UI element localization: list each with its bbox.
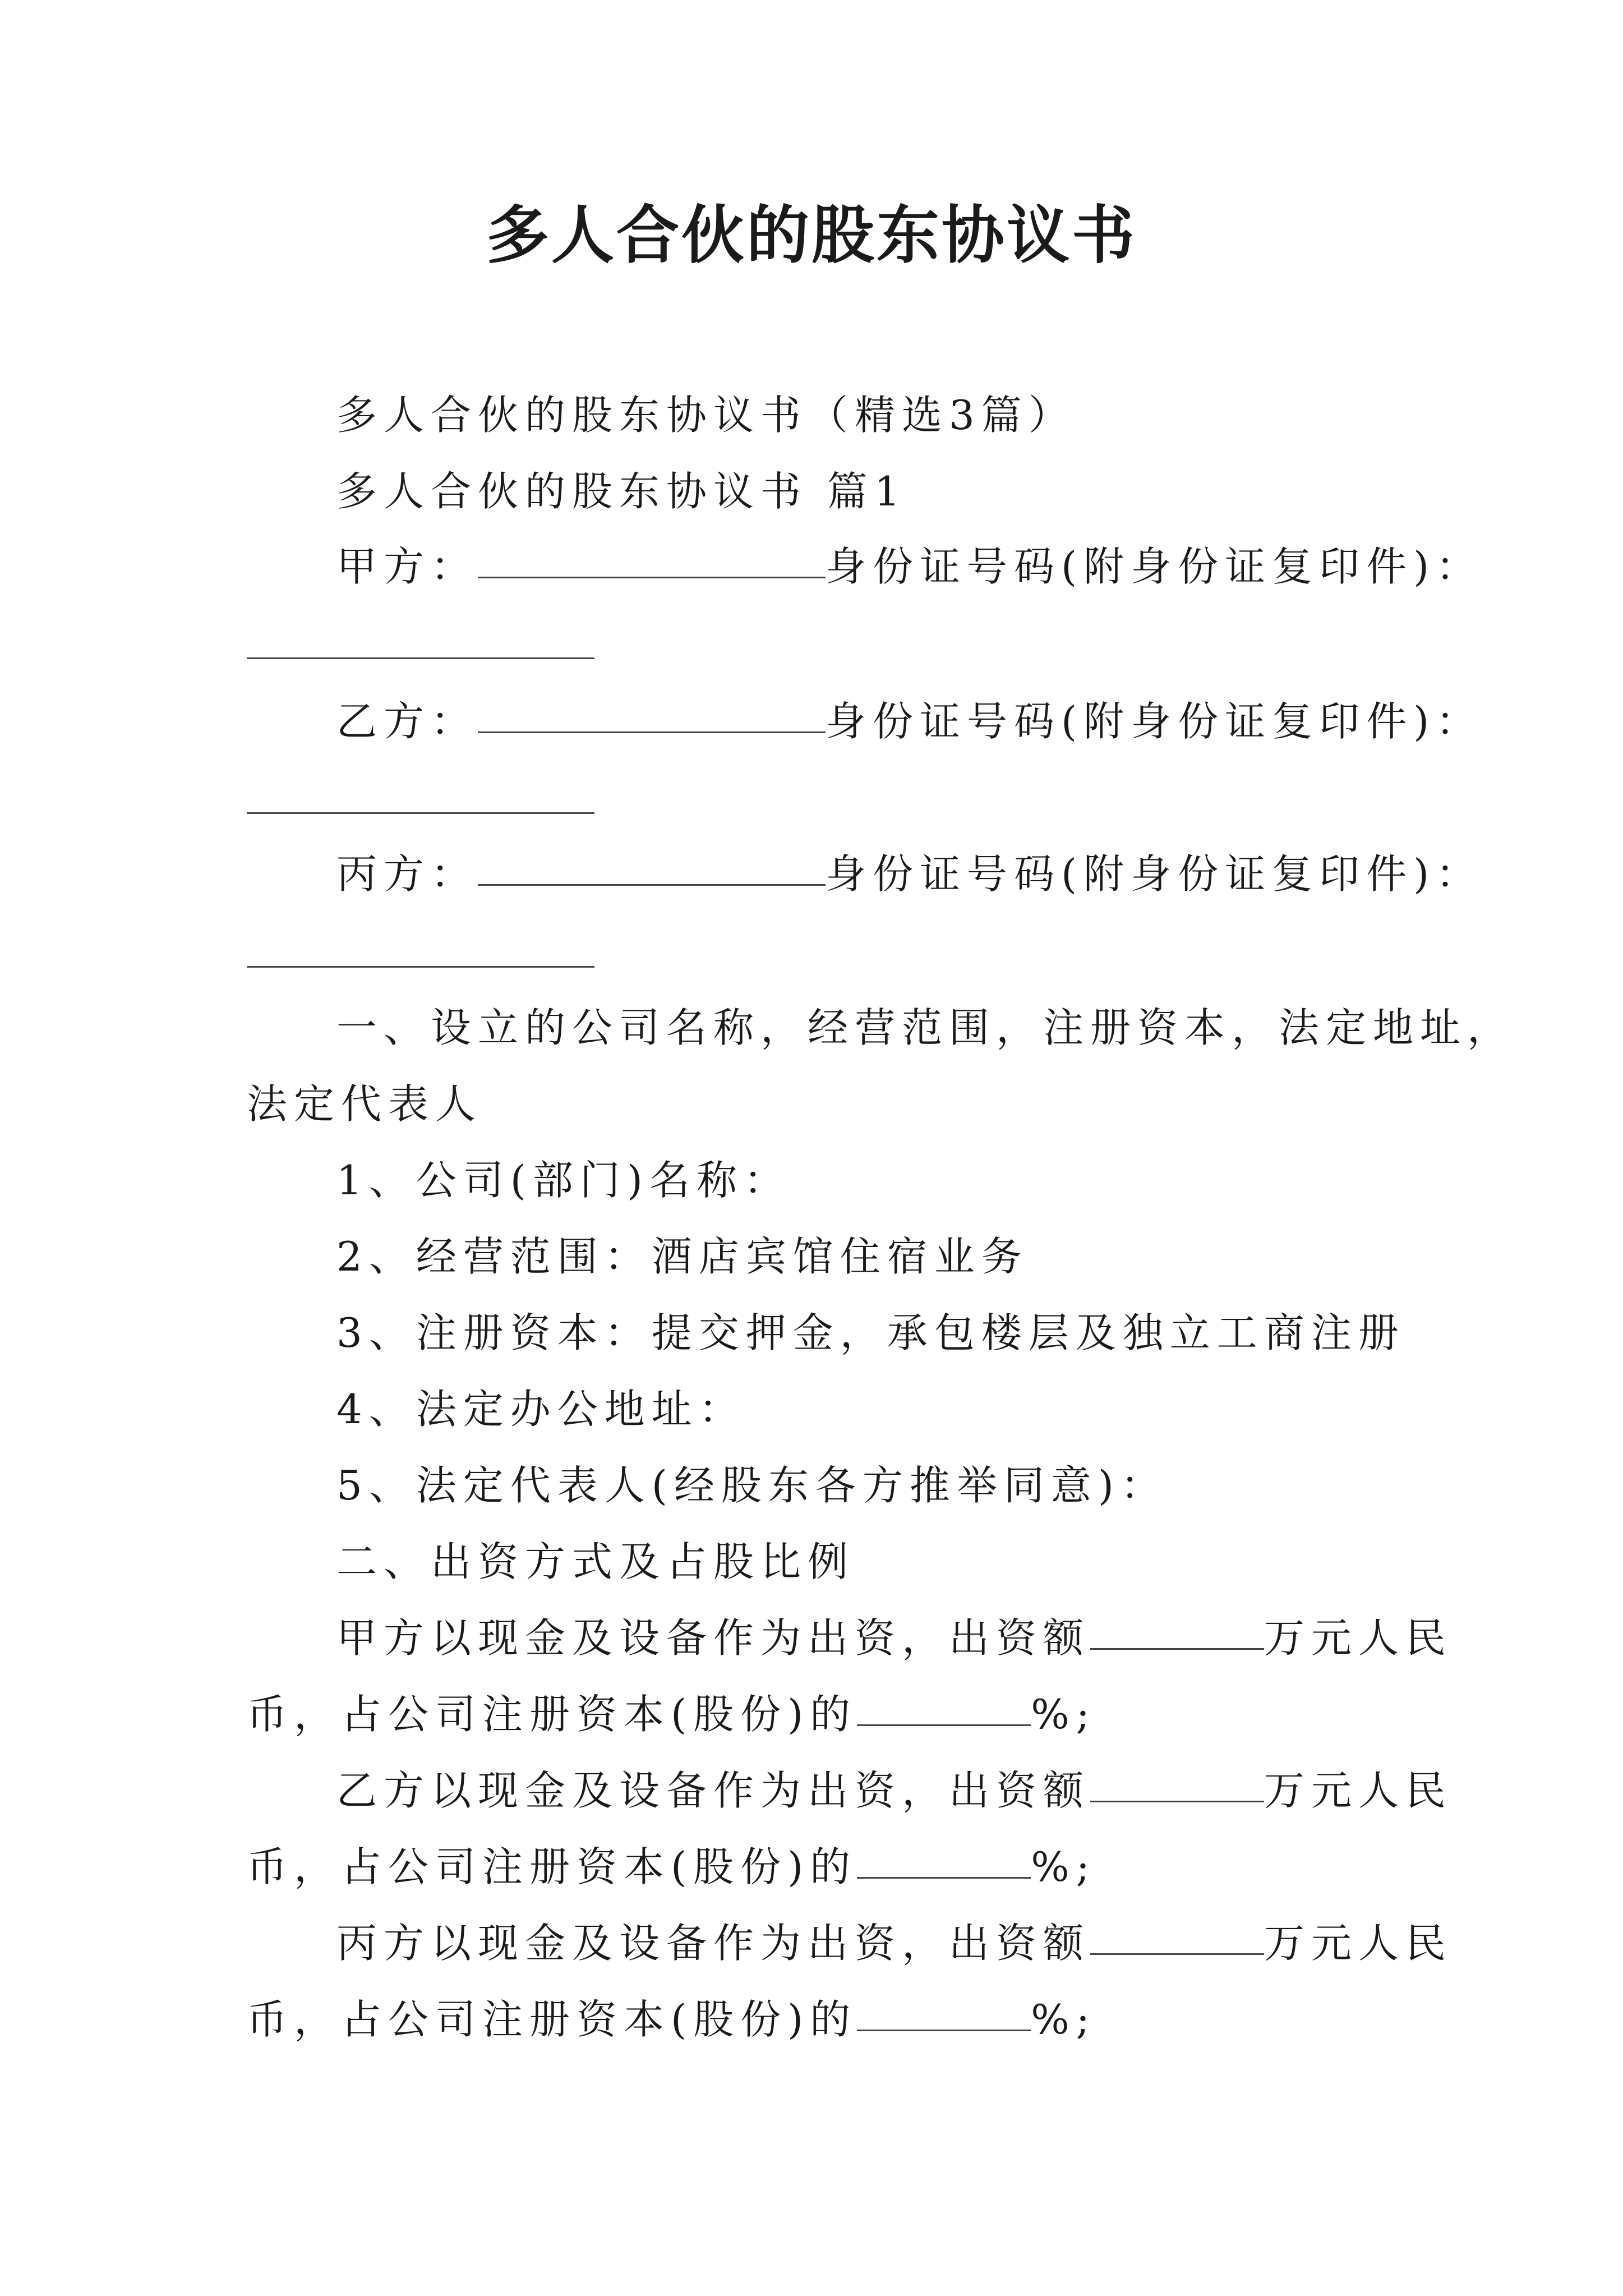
party-c-id-label: 身份证号码(附身份证复印件)： — [826, 850, 1483, 898]
party-a-id-label: 身份证号码(附身份证复印件)： — [826, 543, 1483, 590]
contribution-c-cont: 币，占公司注册资本(股份)的 — [247, 1996, 857, 2043]
contribution-b-line1 — [336, 1763, 1453, 1819]
contribution-c-line1 — [336, 1915, 1453, 1971]
contribution-b-percent-blank — [857, 1841, 1031, 1879]
party-a-name-blank — [478, 541, 826, 578]
contribution-a-pct: %; — [1031, 1691, 1096, 1738]
party-b-name-blank — [478, 696, 826, 733]
contribution-b-lead: 乙方以现金及设备作为出资，出资额 — [336, 1767, 1091, 1814]
contribution-a-unit: 万元人民 — [1264, 1614, 1453, 1662]
clause1-item-5: 5、法定代表人(经股东各方推举同意)： — [336, 1462, 1168, 1509]
clause1-item-1: 1、公司(部门)名称： — [336, 1157, 791, 1204]
contribution-c-pct: %; — [1031, 1996, 1096, 2043]
clause2-heading: 二、出资方式及占股比例 — [336, 1538, 855, 1585]
contribution-b-pct: %; — [1031, 1843, 1096, 1890]
party-c-name-blank — [478, 848, 826, 886]
contribution-c-lead: 丙方以现金及设备作为出资，出资额 — [336, 1920, 1091, 1967]
clause1-heading-line2: 法定代表人 — [247, 1080, 483, 1128]
clause1-heading-line1: 一、设立的公司名称，经营范围，注册资本，法定地址， — [336, 1004, 1515, 1051]
contribution-a-line2 — [247, 1686, 1096, 1742]
contribution-a-lead: 甲方以现金及设备作为出资，出资额 — [336, 1614, 1091, 1662]
contribution-c-amount-blank — [1090, 1917, 1264, 1955]
party-c-label: 丙方： — [336, 850, 478, 898]
clause1-item-4: 4、法定办公地址： — [336, 1386, 746, 1433]
contribution-a-line1 — [336, 1610, 1453, 1666]
contribution-c-percent-blank — [857, 1994, 1031, 2031]
contribution-c-line2 — [247, 1991, 1096, 2047]
party-b-id-label: 身份证号码(附身份证复印件)： — [826, 698, 1483, 745]
document-title: 多人合伙的股东协议书 — [486, 199, 1137, 272]
section-heading: 多人合伙的股东协议书 篇1 — [336, 468, 907, 515]
party-a-id-blank — [247, 657, 594, 659]
contribution-b-unit: 万元人民 — [1264, 1767, 1453, 1814]
contribution-b-amount-blank — [1090, 1765, 1264, 1802]
contribution-b-cont: 币，占公司注册资本(股份)的 — [247, 1843, 857, 1890]
party-c-line — [336, 846, 1483, 902]
contribution-a-cont: 币，占公司注册资本(股份)的 — [247, 1691, 857, 1738]
contribution-b-line2 — [247, 1839, 1096, 1895]
clause1-item-2: 2、经营范围：酒店宾馆住宿业务 — [336, 1233, 1029, 1280]
party-a-line — [336, 539, 1483, 595]
contribution-c-unit: 万元人民 — [1264, 1920, 1453, 1967]
party-a-label: 甲方： — [336, 543, 478, 590]
clause1-item-3: 3、注册资本：提交押金，承包楼层及独立工商注册 — [336, 1309, 1405, 1356]
party-b-id-blank — [247, 812, 594, 814]
party-c-id-blank — [247, 966, 594, 968]
party-b-line — [336, 693, 1483, 749]
contribution-a-percent-blank — [857, 1688, 1031, 1726]
contribution-a-amount-blank — [1090, 1612, 1264, 1650]
party-b-label: 乙方： — [336, 698, 478, 745]
document-subtitle: 多人合伙的股东协议书（精选3篇） — [336, 392, 1076, 439]
